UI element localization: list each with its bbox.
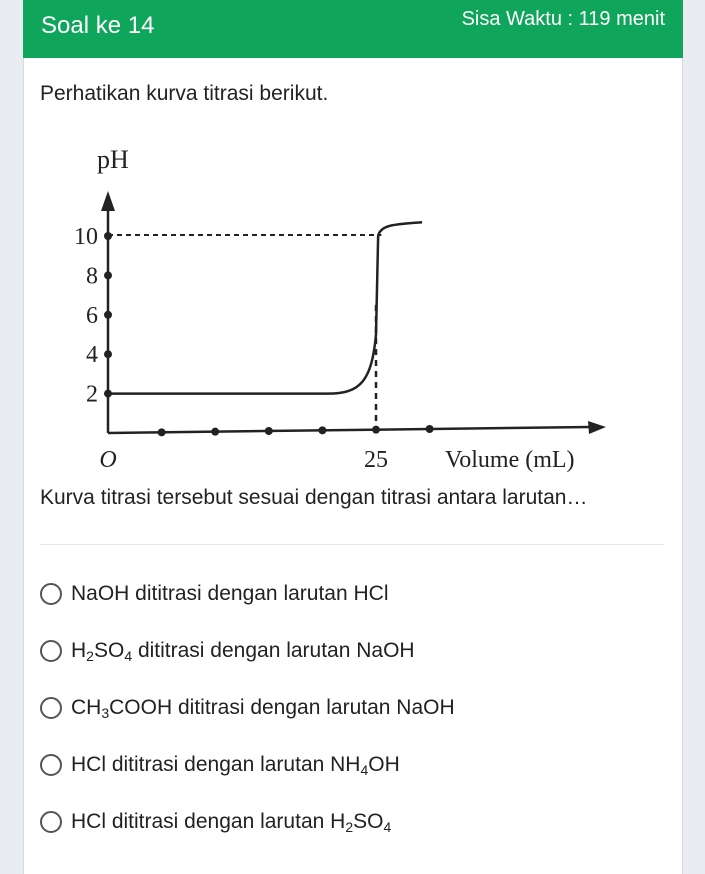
subscript-text: 3: [101, 705, 110, 721]
question-text: Kurva titrasi tersebut sesuai dengan titrasi antara larutan…: [40, 486, 588, 509]
option-text: dititrasi dengan larutan NaOH: [132, 639, 415, 662]
answer-option-label: [71, 632, 415, 670]
option-text: HCl dititrasi dengan larutan H: [71, 810, 346, 833]
subscript-text: 4: [124, 648, 133, 664]
origin-label: O: [99, 447, 117, 473]
subscript-text: 2: [345, 819, 354, 835]
answer-option[interactable]: [40, 803, 660, 860]
subscript-text: 4: [383, 819, 392, 835]
answer-option[interactable]: [40, 746, 660, 803]
x-tick-dot: [211, 428, 219, 436]
question-prompt: Perhatikan kurva titrasi berikut.: [40, 82, 329, 105]
divider: [40, 544, 664, 545]
x-tick-dot: [318, 426, 326, 434]
option-text: CH: [71, 696, 102, 719]
x-axis-arrow: [588, 421, 606, 434]
remaining-time: Sisa Waktu : 119 menit: [461, 8, 665, 30]
x-tick-label: 25: [364, 447, 388, 473]
y-tick-label: 6: [86, 302, 98, 329]
y-tick-label: 10: [74, 224, 98, 250]
y-tick-label: 8: [86, 263, 98, 290]
y-axis-arrow: [101, 191, 115, 211]
option-text: OH: [368, 753, 400, 776]
answer-option[interactable]: [40, 689, 660, 746]
answer-options: [40, 575, 660, 860]
answer-option-label: [71, 575, 388, 613]
option-text: SO: [93, 639, 125, 662]
answer-option[interactable]: [40, 632, 660, 689]
radio-button[interactable]: [40, 697, 62, 719]
radio-button[interactable]: [40, 583, 62, 605]
y-tick-dot: [104, 271, 112, 279]
answer-option[interactable]: [40, 575, 660, 632]
y-axis-label: pH: [97, 145, 129, 174]
option-text: HCl dititrasi dengan larutan NH: [71, 753, 361, 776]
x-axis-label: Volume (mL): [445, 447, 575, 473]
x-tick-dot: [158, 428, 166, 436]
option-text: COOH dititrasi dengan larutan NaOH: [109, 696, 455, 719]
subscript-text: 2: [86, 648, 94, 664]
y-tick-label: 2: [86, 381, 98, 408]
answer-option-label: [71, 803, 391, 841]
radio-button[interactable]: [40, 811, 62, 833]
y-tick-dot: [104, 350, 112, 358]
x-tick-dot: [426, 425, 434, 433]
radio-button[interactable]: [40, 640, 62, 662]
option-text: NaOH dititrasi dengan larutan HCl: [71, 582, 389, 605]
subscript-text: 4: [360, 762, 369, 778]
question-number: Soal ke 14: [41, 12, 155, 39]
radio-button[interactable]: [40, 754, 62, 776]
option-text: SO: [353, 810, 384, 833]
x-tick-dot: [265, 427, 273, 435]
titration-curve-chart: [60, 135, 620, 480]
question-header: [23, 0, 683, 58]
answer-option-label: [71, 689, 455, 727]
y-tick-label: 4: [86, 342, 98, 369]
y-tick-dot: [104, 311, 112, 319]
answer-option-label: [71, 746, 400, 784]
x-axis-line: [108, 427, 590, 433]
option-text: H: [71, 639, 87, 662]
